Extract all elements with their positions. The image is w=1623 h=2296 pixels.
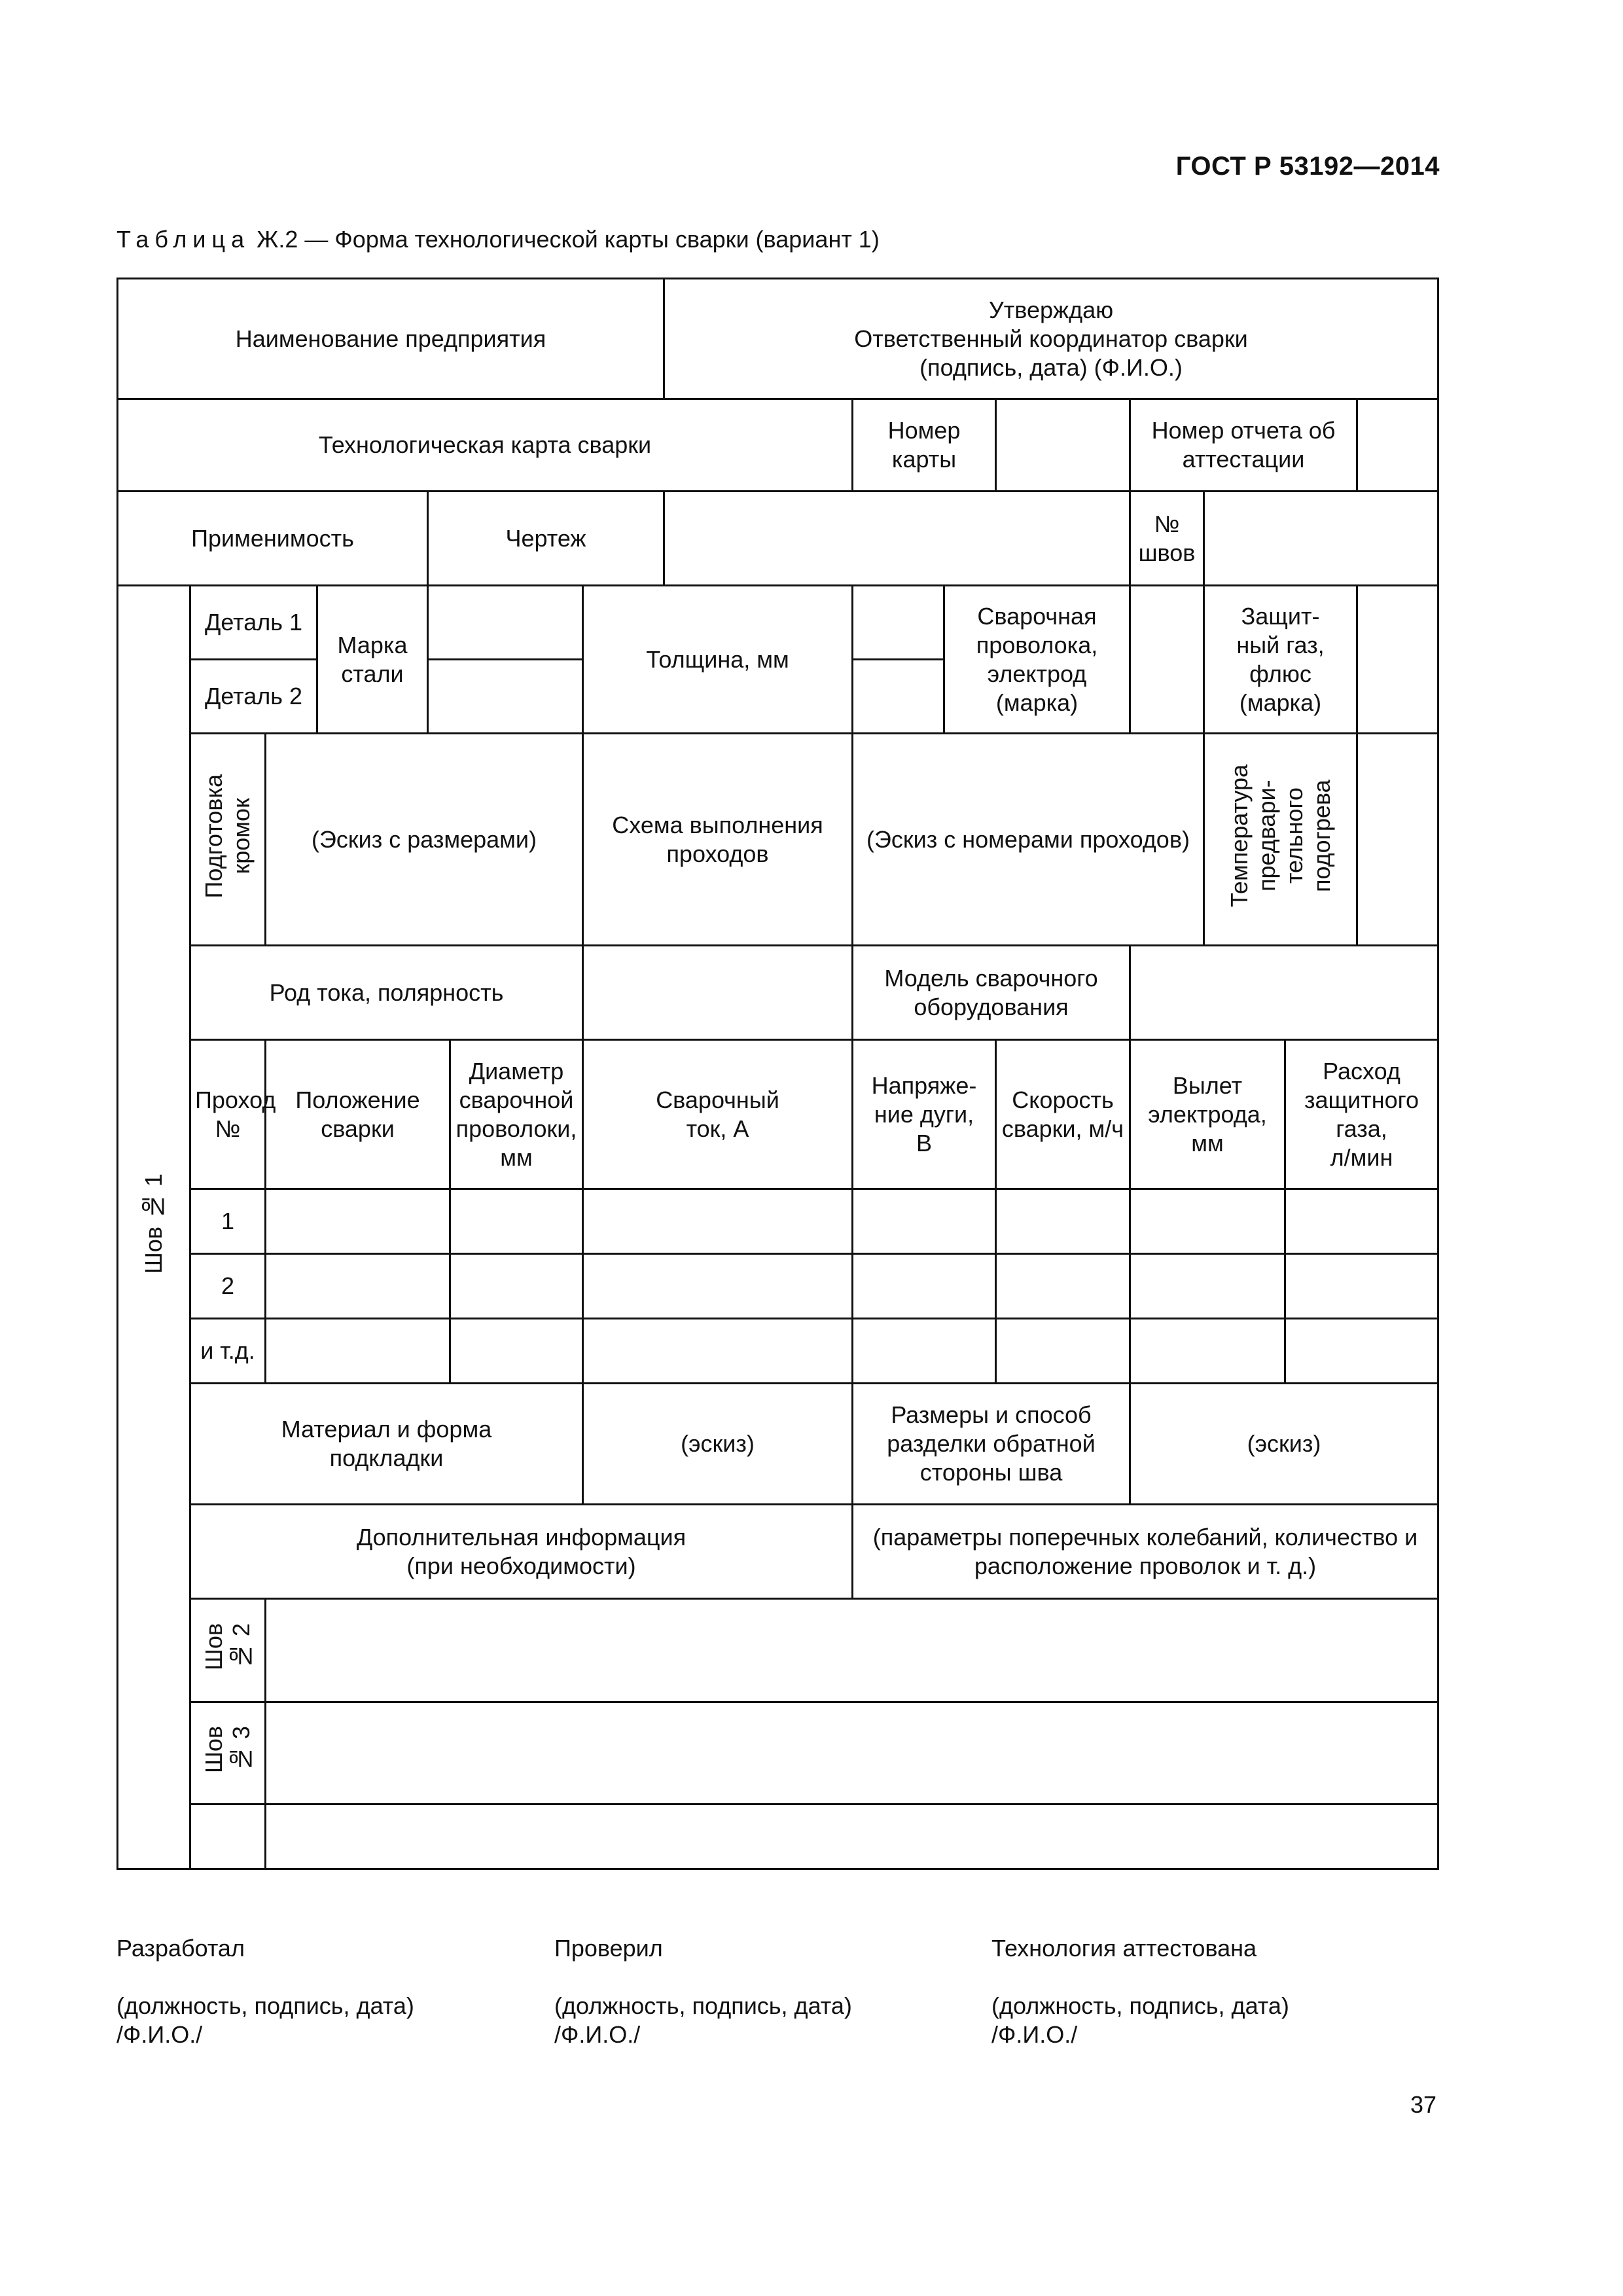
edge-sketch-placeholder: (Эскиз с размерами)	[266, 734, 583, 946]
page-number: 37	[1410, 2091, 1436, 2118]
card-number-label: Номер карты	[853, 399, 996, 492]
extra-params-note: (параметры поперечных колебаний, количество и расположение проволок и т. д.)	[853, 1505, 1438, 1599]
thickness-part-1[interactable]	[853, 586, 944, 660]
pass-row-diameter[interactable]	[450, 1319, 583, 1384]
pass-row-position[interactable]	[266, 1319, 450, 1384]
applicability-label: Применимость	[118, 492, 428, 586]
col-voltage-header: Напряже- ние дуги, В	[853, 1040, 996, 1189]
pass-row-voltage[interactable]	[853, 1254, 996, 1319]
standard-designation: ГОСТ Р 53192—2014	[1175, 152, 1440, 181]
drawing-label: Чертеж	[428, 492, 664, 586]
col-position-header: Положение сварки	[266, 1040, 450, 1189]
report-number-value[interactable]	[1357, 399, 1438, 492]
preheat-label: Температура предвари- тельного подогрева	[1225, 764, 1335, 908]
card-title-cell: Технологическая карта сварки	[118, 399, 853, 492]
pass-row-gasflow[interactable]	[1285, 1254, 1438, 1319]
preheat-value[interactable]	[1357, 734, 1438, 946]
equipment-label: Модель сварочного оборудования	[853, 946, 1130, 1040]
steel-grade-part-1[interactable]	[428, 586, 583, 660]
seam-2-content[interactable]	[266, 1599, 1438, 1702]
signature-detail: (должность, подпись, дата) /Ф.И.О./	[991, 1992, 1289, 2048]
col-current-header: Сварочный ток, А	[583, 1040, 853, 1189]
col-diameter-header: Диаметр сварочной проволоки, мм	[450, 1040, 583, 1189]
pass-row-stickout[interactable]	[1130, 1189, 1285, 1254]
wire-electrode-value[interactable]	[1130, 586, 1204, 734]
seam-3-label-cell	[190, 1702, 266, 1804]
pass-row-gasflow[interactable]	[1285, 1319, 1438, 1384]
thickness-label: Толщина, мм	[583, 586, 853, 734]
pass-row-current[interactable]	[583, 1254, 853, 1319]
seam-2-label: Шов № 2	[200, 1623, 255, 1671]
col-stickout-header: Вылет электрода, мм	[1130, 1040, 1285, 1189]
backing-sketch-placeholder: (эскиз)	[583, 1384, 853, 1505]
steel-grade-part-2[interactable]	[428, 660, 583, 734]
blank-content[interactable]	[266, 1804, 1438, 1869]
caption-label: Таблица	[116, 226, 251, 253]
pass-row-number: и т.д.	[190, 1319, 266, 1384]
pass-row-position[interactable]	[266, 1254, 450, 1319]
seam-3-content[interactable]	[266, 1702, 1438, 1804]
steel-grade-label: Марка стали	[317, 586, 428, 734]
seams-number-label: № швов	[1130, 492, 1204, 586]
part-1-label: Деталь 1	[190, 586, 317, 660]
signature-title: Проверил	[554, 1935, 663, 1962]
pass-row-number: 2	[190, 1254, 266, 1319]
back-side-label: Размеры и способ разделки обратной стороны шва	[853, 1384, 1130, 1505]
card-number-value[interactable]	[996, 399, 1130, 492]
extra-info-label: Дополнительная информация (при необходимости)	[190, 1505, 853, 1599]
pass-row-current[interactable]	[583, 1319, 853, 1384]
shielding-gas-value[interactable]	[1357, 586, 1438, 734]
approval-block: Утверждаю Ответственный координатор сварки (подпись, дата) (Ф.И.О.)	[664, 279, 1438, 399]
pass-row-speed[interactable]	[996, 1319, 1130, 1384]
signature-title: Технология аттестована	[991, 1935, 1257, 1962]
enterprise-name-cell: Наименование предприятия	[118, 279, 664, 399]
pass-row-stickout[interactable]	[1130, 1319, 1285, 1384]
current-type-value[interactable]	[583, 946, 853, 1040]
signature-detail: (должность, подпись, дата) /Ф.И.О./	[554, 1992, 852, 2048]
edge-prep-label-cell	[190, 734, 266, 946]
pass-row-diameter[interactable]	[450, 1189, 583, 1254]
current-type-label: Род тока, полярность	[190, 946, 583, 1040]
backing-label: Материал и форма подкладки	[190, 1384, 583, 1505]
report-number-label: Номер отчета об аттестации	[1130, 399, 1357, 492]
equipment-value[interactable]	[1130, 946, 1438, 1040]
col-pass-header: Проход №	[190, 1040, 266, 1189]
welding-card-table	[116, 278, 1439, 1870]
col-speed-header: Скорость сварки, м/ч	[996, 1040, 1130, 1189]
pass-row-position[interactable]	[266, 1189, 450, 1254]
signature-title: Разработал	[116, 1935, 245, 1962]
table-caption	[116, 226, 880, 253]
seams-number-value[interactable]	[1204, 492, 1438, 586]
col-gasflow-header: Расход защитного газа, л/мин	[1285, 1040, 1438, 1189]
signature-developed	[116, 1934, 509, 2049]
seam-2-label-cell	[190, 1599, 266, 1702]
signature-checked	[554, 1934, 947, 2049]
pass-row-speed[interactable]	[996, 1254, 1130, 1319]
shielding-gas-label: Защит- ный газ, флюс (марка)	[1204, 586, 1357, 734]
pass-row-stickout[interactable]	[1130, 1254, 1285, 1319]
seam-1-label: Шов № 1	[140, 1174, 167, 1274]
pass-row-diameter[interactable]	[450, 1254, 583, 1319]
pass-sketch-placeholder: (Эскиз с номерами проходов)	[853, 734, 1204, 946]
wire-electrode-label: Сварочная проволока, электрод (марка)	[944, 586, 1130, 734]
pass-row-voltage[interactable]	[853, 1319, 996, 1384]
signature-certified	[991, 1934, 1384, 2049]
part-2-label: Деталь 2	[190, 660, 317, 734]
signature-detail: (должность, подпись, дата) /Ф.И.О./	[116, 1992, 414, 2048]
blank-label-cell	[190, 1804, 266, 1869]
pass-row-current[interactable]	[583, 1189, 853, 1254]
drawing-value[interactable]	[664, 492, 1130, 586]
thickness-part-2[interactable]	[853, 660, 944, 734]
back-side-sketch-placeholder: (эскиз)	[1130, 1384, 1438, 1505]
pass-row-number: 1	[190, 1189, 266, 1254]
caption-text: Ж.2 — Форма технологической карты сварки (вариант 1)	[250, 226, 880, 253]
pass-row-voltage[interactable]	[853, 1189, 996, 1254]
pass-scheme-label: Схема выполнения проходов	[583, 734, 853, 946]
seam-1-label-cell	[118, 586, 190, 1869]
seam-3-label: Шов № 3	[200, 1726, 255, 1774]
preheat-label-cell	[1204, 734, 1357, 946]
edge-prep-label: Подготовка кромок	[200, 774, 255, 899]
pass-row-gasflow[interactable]	[1285, 1189, 1438, 1254]
pass-row-speed[interactable]	[996, 1189, 1130, 1254]
